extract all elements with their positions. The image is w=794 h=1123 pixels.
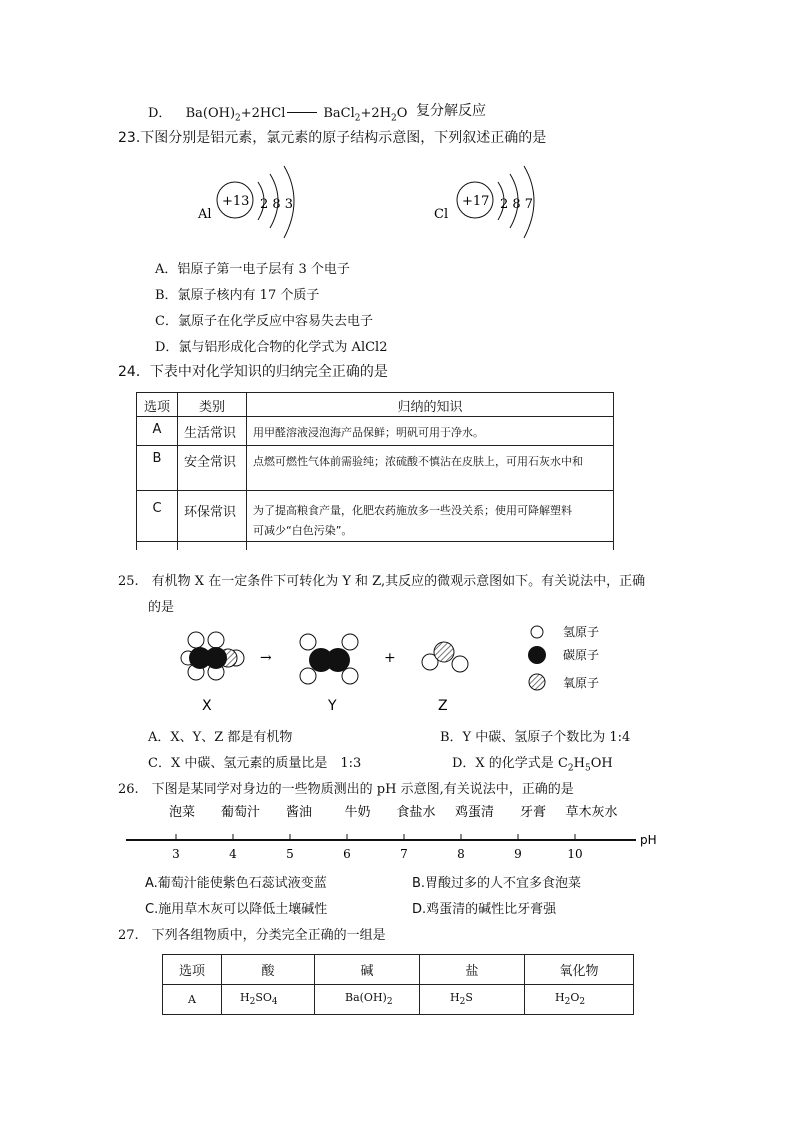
ph-item-label: 酱油 — [285, 805, 313, 820]
ph-item-label: 食盐水 — [396, 805, 436, 820]
reaction-arrow: → — [260, 650, 272, 666]
ph-tick-label: 10 — [567, 847, 583, 861]
eq-part: O — [396, 106, 408, 121]
q25-stem-line2: 的是 — [148, 600, 175, 615]
q22-option-d — [148, 102, 407, 124]
q23-option-c: C．氯原子在化学反应中容易失去电子 — [155, 314, 373, 329]
ph-tick-label: 9 — [514, 847, 522, 861]
ph-scale-diagram — [120, 796, 690, 866]
ph-tick-label: 4 — [229, 847, 237, 861]
formula-part: OH — [590, 756, 613, 771]
molecule-x — [181, 632, 244, 680]
label-y: Y — [328, 698, 337, 714]
q23-option-a: A．铝原子第一电子层有 3 个电子 — [155, 262, 350, 277]
legend-hydrogen-swatch — [531, 626, 543, 638]
header-cell: 选项 — [163, 955, 222, 985]
ph-item-label: 鸡蛋清 — [454, 805, 495, 820]
ph-item-label: 牙膏 — [519, 805, 547, 820]
ph-item-label: 葡萄汁 — [220, 805, 261, 820]
table-row — [163, 985, 634, 1015]
ph-tick-label: 5 — [286, 847, 294, 861]
row-salt — [420, 985, 525, 1015]
q25-option-a: A．X、Y、Z 都是有机物 — [148, 730, 293, 745]
q25-option-b: B．Y 中碳、氢原子个数比为 1:4 — [440, 730, 631, 745]
cl-symbol: Cl — [434, 207, 449, 222]
row-text: 用甲醛溶液浸泡海产品保鲜；明矾可用于净水。 — [247, 417, 614, 446]
cl-nucleus-charge: +17 — [462, 194, 490, 209]
row-category: 生活常识 — [178, 417, 247, 446]
row-category: 安全常识 — [178, 446, 247, 491]
q24-table — [136, 392, 614, 550]
q26-option-d: D.鸡蛋清的碱性比牙膏强 — [412, 902, 557, 917]
label-z: Z — [438, 698, 448, 714]
plus-sign: + — [384, 650, 396, 666]
formula-part: H — [555, 991, 565, 1005]
formula-part: O — [570, 991, 580, 1005]
q25-option-d — [452, 752, 613, 774]
q23-option-b: B．氯原子核内有 17 个质子 — [155, 288, 320, 303]
cl-shell-electrons: 2 8 7 — [500, 197, 534, 212]
header-cell: 碱 — [315, 955, 420, 985]
al-shell-electrons: 2 8 3 — [260, 197, 294, 212]
row-text: 点燃可燃性气体前需验纯；浓硫酸不慎沾在皮肤上，可用石灰水中和 — [247, 446, 614, 491]
q26-option-b: B.胃酸过多的人不宜多食泡菜 — [412, 876, 582, 891]
q22-reaction-type: 复分解反应 — [416, 103, 486, 119]
formula-sub: 2 — [249, 997, 256, 1008]
ph-axis-label: pH — [640, 833, 657, 847]
ph-tick-label: 8 — [457, 847, 465, 861]
al-nucleus-charge: +13 — [222, 194, 250, 209]
q25-option-c: C．X 中碳、氢元素的质量比是 1:3 — [148, 756, 362, 771]
equation — [185, 106, 408, 124]
cl-atom-diagram — [430, 160, 560, 250]
q27-table — [162, 954, 634, 1015]
row-text — [247, 491, 614, 542]
table-header-row — [163, 955, 634, 985]
formula-sub: 2 — [564, 997, 571, 1008]
row-option: C — [137, 491, 178, 542]
ph-tick-label: 7 — [400, 847, 408, 861]
ph-item-labels — [169, 804, 618, 820]
formula-sub: 2 — [579, 997, 586, 1008]
table-row-cut — [137, 542, 614, 551]
legend-carbon-label: 碳原子 — [563, 648, 600, 662]
formula-sub: 4 — [271, 997, 278, 1008]
molecule-z — [422, 642, 468, 672]
equals-line — [287, 112, 317, 113]
eq-part: +2H — [360, 106, 392, 121]
row-text-line: 为了提高粮食产量，化肥农药施放多一些没关系；使用可降解塑料 — [253, 504, 572, 517]
eq-sub: 2 — [235, 113, 241, 124]
header-cell: 类别 — [178, 393, 247, 417]
row-category: 环保常识 — [178, 491, 247, 542]
legend-hydrogen-label: 氢原子 — [563, 625, 600, 639]
ph-tick-label: 3 — [172, 847, 180, 861]
q27-stem: 27. 下列各组物质中，分类完全正确的一组是 — [118, 928, 386, 943]
formula-part: H — [450, 991, 460, 1005]
q24-table-region — [136, 392, 616, 550]
q25-reaction-diagram — [170, 620, 490, 720]
header-cell: 酸 — [222, 955, 315, 985]
legend-carbon-swatch — [528, 646, 546, 664]
formula-part: Ba(OH) — [345, 991, 387, 1005]
row-option: A — [163, 985, 222, 1015]
label-x: X — [202, 698, 212, 714]
ph-ticks — [172, 834, 582, 861]
formula-sub: 2 — [386, 997, 393, 1008]
molecule-y — [300, 634, 358, 684]
q26-stem: 26. 下图是某同学对身边的一些物质测出的 pH 示意图,有关说法中，正确的是 — [118, 782, 574, 797]
legend-oxygen-label: 氧原子 — [563, 676, 600, 690]
header-cell: 盐 — [420, 955, 525, 985]
formula-part: SO — [255, 991, 272, 1005]
table-row — [137, 446, 614, 491]
row-option: B — [137, 446, 178, 491]
table-row — [137, 417, 614, 446]
q26-option-a: A.葡萄汁能使紫色石蕊试液变蓝 — [145, 876, 327, 891]
row-text-line: 可减少“白色污染”。 — [253, 524, 353, 537]
formula-sub: 5 — [584, 763, 591, 774]
q24-stem: 24．下表中对化学知识的归纳完全正确的是 — [118, 364, 388, 380]
ph-item-label: 泡菜 — [168, 805, 196, 820]
header-cell: 归纳的知识 — [247, 393, 614, 417]
eq-sub: 2 — [354, 113, 361, 124]
q25-legend — [525, 620, 645, 700]
table-row — [137, 491, 614, 542]
formula-sub: 2 — [567, 763, 574, 774]
row-option: A — [137, 417, 178, 446]
formula-sub: 2 — [459, 997, 466, 1008]
eq-part: +2HCl — [240, 106, 286, 121]
q26-option-c: C.施用草木灰可以降低土壤碱性 — [145, 902, 328, 917]
q25-stem-line1: 25. 有机物 X 在一定条件下可转化为 Y 和 Z,其反应的微观示意图如下。有关说法中，正确 — [118, 574, 646, 589]
header-cell: 氧化物 — [525, 955, 634, 985]
al-symbol: Al — [198, 207, 212, 222]
row-base — [315, 985, 420, 1015]
row-acid — [222, 985, 315, 1015]
eq-part: BaCl — [323, 106, 355, 121]
q23-stem: 23.下图分别是铝元素，氯元素的原子结构示意图，下列叙述正确的是 — [118, 130, 547, 146]
ph-tick-label: 6 — [343, 847, 351, 861]
ph-item-label: 草木灰水 — [565, 805, 618, 820]
formula-part: S — [465, 991, 473, 1005]
legend-oxygen-swatch — [529, 674, 545, 690]
header-cell: 选项 — [137, 393, 178, 417]
table-header-row — [137, 393, 614, 417]
ph-item-label: 牛奶 — [344, 805, 371, 820]
row-oxide — [525, 985, 634, 1015]
eq-sub: 2 — [391, 113, 397, 124]
formula-part: H — [573, 756, 585, 771]
formula-part: H — [240, 991, 250, 1005]
formula-part: D．X 的化学式是 C — [452, 756, 568, 771]
q23-option-d: D．氯与铝形成化合物的化学式为 AlCl2 — [155, 340, 388, 355]
al-atom-diagram — [190, 160, 320, 250]
eq-part: Ba(OH) — [185, 106, 236, 121]
option-label: D． — [148, 106, 172, 121]
